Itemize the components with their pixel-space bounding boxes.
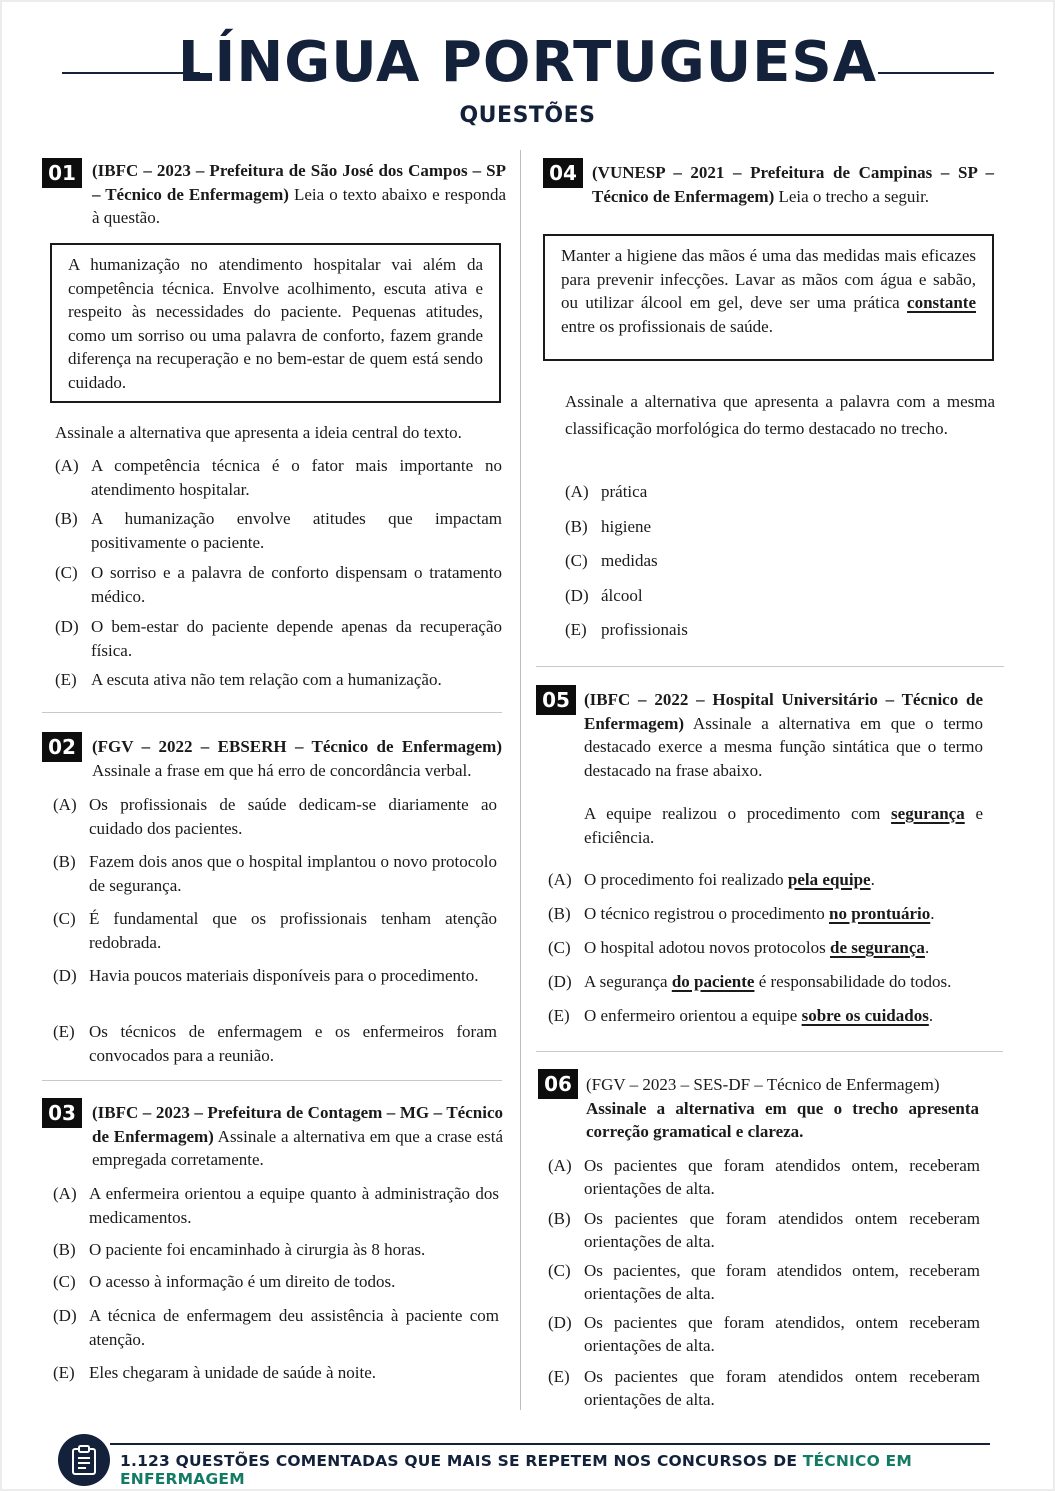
question-number-04: 04 (543, 158, 583, 188)
question-05-option-e[interactable]: (E) O enfermeiro orientou a equipe sobre os cuidados. (548, 1006, 934, 1025)
question-04-option-b[interactable]: (B) higiene (565, 517, 652, 536)
question-01-stem: Assinale a alternativa que apresenta a ideia central do texto. (55, 423, 462, 442)
question-03-source: (IBFC – 2023 – Prefeitura de Contagem – MG – Técnico de Enfermagem) (92, 1103, 503, 1146)
question-04-header (592, 161, 994, 208)
question-03-option-a[interactable]: (A) A enfermeira orientou a equipe quanto à administração dos medicamentos. (53, 1184, 499, 1227)
separator-q2-q3 (42, 1080, 502, 1081)
page-subtitle: QUESTÕES (459, 103, 596, 128)
question-05-option-b[interactable]: (B) O técnico registrou o procedimento no prontuário. (548, 904, 935, 923)
question-02-option-c[interactable]: (C) É fundamental que os profissionais tenham atenção redobrada. (53, 909, 497, 952)
question-number-06: 06 (538, 1069, 578, 1099)
question-05-header (584, 688, 983, 782)
column-divider (520, 150, 521, 1410)
question-01-source: (IBFC – 2023 – Prefeitura de São José dos Campos – SP – Técnico de Enfermagem) (92, 161, 506, 204)
question-01-header (92, 159, 506, 230)
question-05-option-a[interactable]: (A) O procedimento foi realizado pela equipe. (548, 870, 875, 889)
question-02-header (92, 735, 502, 782)
question-02-option-e[interactable]: (E) Os técnicos de enfermagem e os enfermeiros foram convocados para a reunião. (53, 1022, 497, 1065)
question-04-intro: Leia o trecho a seguir. (774, 186, 930, 206)
question-03-option-c[interactable]: (C) O acesso à informação é um direito de todos. (53, 1272, 396, 1291)
question-03-option-b[interactable]: (B) O paciente foi encaminhado à cirurgia às 8 horas. (53, 1240, 426, 1259)
question-number-05: 05 (536, 685, 576, 715)
question-06-intro: Assinale a alternativa em que o trecho apresenta correção gramatical e clareza. (586, 1098, 979, 1141)
question-01-intro: Leia o texto abaixo e responda à questão. (92, 184, 507, 227)
question-02-source: (FGV – 2022 – EBSERH – Técnico de Enfermagem) (92, 737, 502, 756)
question-06-source: (FGV – 2023 – SES-DF – Técnico de Enfermagem) (586, 1075, 940, 1094)
question-06-option-c[interactable]: (C) Os pacientes, que foram atendidos ontem, receberam orientações de alta. (548, 1261, 980, 1303)
question-06-option-b[interactable]: (B) Os pacientes que foram atendidos ontem receberam orientações de alta. (548, 1209, 980, 1251)
question-05-phrase: A equipe realizou o procedimento com segurança e eficiência. (584, 804, 983, 847)
question-06-header (586, 1073, 979, 1144)
question-02-option-a[interactable]: (A) Os profissionais de saúde dedicam-se diariamente ao cuidado dos pacientes. (53, 795, 497, 838)
question-01-option-c[interactable]: (C) O sorriso e a palavra de conforto dispensam o tratamento médico. (55, 563, 502, 606)
question-02-option-b[interactable]: (B) Fazem dois anos que o hospital implantou o novo protocolo de segurança. (53, 852, 497, 895)
question-04-option-e[interactable]: (E) profissionais (565, 620, 688, 639)
separator-q4-q5 (536, 666, 1004, 667)
question-03-option-d[interactable]: (D) A técnica de enfermagem deu assistência à paciente com atenção. (53, 1306, 499, 1349)
question-04-option-c[interactable]: (C) medidas (565, 551, 658, 570)
footer-banner: 1.123 QUESTÕES COMENTADAS QUE MAIS SE REPETEM NOS CONCURSOS DE TÉCNICO EM ENFERMAGEM (120, 1452, 912, 1488)
question-03-header (92, 1101, 503, 1172)
question-05-option-c[interactable]: (C) O hospital adotou novos protocolos de segurança. (548, 938, 930, 957)
question-04-text-box: Manter a higiene das mãos é uma das medidas mais eficazes para prevenir infecções. Lavar as mãos com água e sabão, ou utilizar álcool em gel, deve ser uma prática constante entre os profissionais de saúde. (543, 234, 994, 361)
question-05-intro: Assinale a alternativa em que o termo destacado exerce a mesma função sintática que o termo destacado na frase abaixo. (584, 713, 983, 780)
question-04-source: (VUNESP – 2021 – Prefeitura de Campinas – SP – Técnico de Enfermagem) (592, 163, 994, 206)
footer-rule (110, 1443, 990, 1445)
question-03-option-e[interactable]: (E) Eles chegaram à unidade de saúde à noite. (53, 1363, 376, 1382)
question-01-option-b[interactable]: (B) A humanização envolve atitudes que impactam positivamente o paciente. (55, 509, 502, 552)
clipboard-icon (58, 1434, 110, 1486)
question-04-option-d[interactable]: (D) álcool (565, 586, 643, 605)
question-04-stem: Assinale a alternativa que apresenta a palavra com a mesma classificação morfológica do termo destacado no trecho. (565, 392, 995, 438)
question-06-option-a[interactable]: (A) Os pacientes que foram atendidos ontem, receberam orientações de alta. (548, 1156, 980, 1198)
question-number-03: 03 (42, 1098, 82, 1128)
question-01-option-d[interactable]: (D) O bem-estar do paciente depende apenas da recuperação física. (55, 617, 502, 660)
question-06-option-e[interactable]: (E) Os pacientes que foram atendidos ontem receberam orientações de alta. (548, 1367, 980, 1409)
question-02-intro: Assinale a frase em que há erro de concordância verbal. (92, 760, 472, 780)
question-number-01: 01 (42, 158, 82, 188)
highlighted-term: constante (907, 293, 976, 312)
question-06-option-d[interactable]: (D) Os pacientes que foram atendidos, ontem receberam orientações de alta. (548, 1313, 980, 1355)
footer-accent: TÉCNICO EM ENFERMAGEM (120, 1452, 912, 1488)
question-number-02: 02 (42, 732, 82, 762)
question-01-option-a[interactable]: (A) A competência técnica é o fator mais importante no atendimento hospitalar. (55, 456, 502, 499)
separator-q5-q6 (536, 1051, 1003, 1052)
question-05-option-d[interactable]: (D) A segurança do paciente é responsabilidade do todos. (548, 972, 952, 991)
question-01-text-box: A humanização no atendimento hospitalar vai além da competência técnica. Envolve acolhimento, escuta ativa e respeito às necessidades do paciente. Pequenas atitudes, como um sorriso ou uma palavra de conforto, fazem grande diferença na recuperação e no bem-estar de quem está sendo cuidado. (50, 243, 501, 403)
question-01-option-e[interactable]: (E) A escuta ativa não tem relação com a humanização. (55, 670, 442, 689)
separator-q1-q2 (42, 712, 502, 713)
page-title: LÍNGUA PORTUGUESA (177, 30, 878, 95)
question-03-intro: Assinale a alternativa em que a crase está empregada corretamente. (92, 1126, 504, 1169)
question-02-option-d[interactable]: (D) Havia poucos materiais disponíveis para o procedimento. (53, 966, 479, 985)
question-05-source: (IBFC – 2022 – Hospital Universitário – Técnico de Enfermagem) (584, 690, 983, 733)
highlighted-term: segurança (891, 804, 965, 823)
question-04-option-a[interactable]: (A) prática (565, 482, 648, 501)
